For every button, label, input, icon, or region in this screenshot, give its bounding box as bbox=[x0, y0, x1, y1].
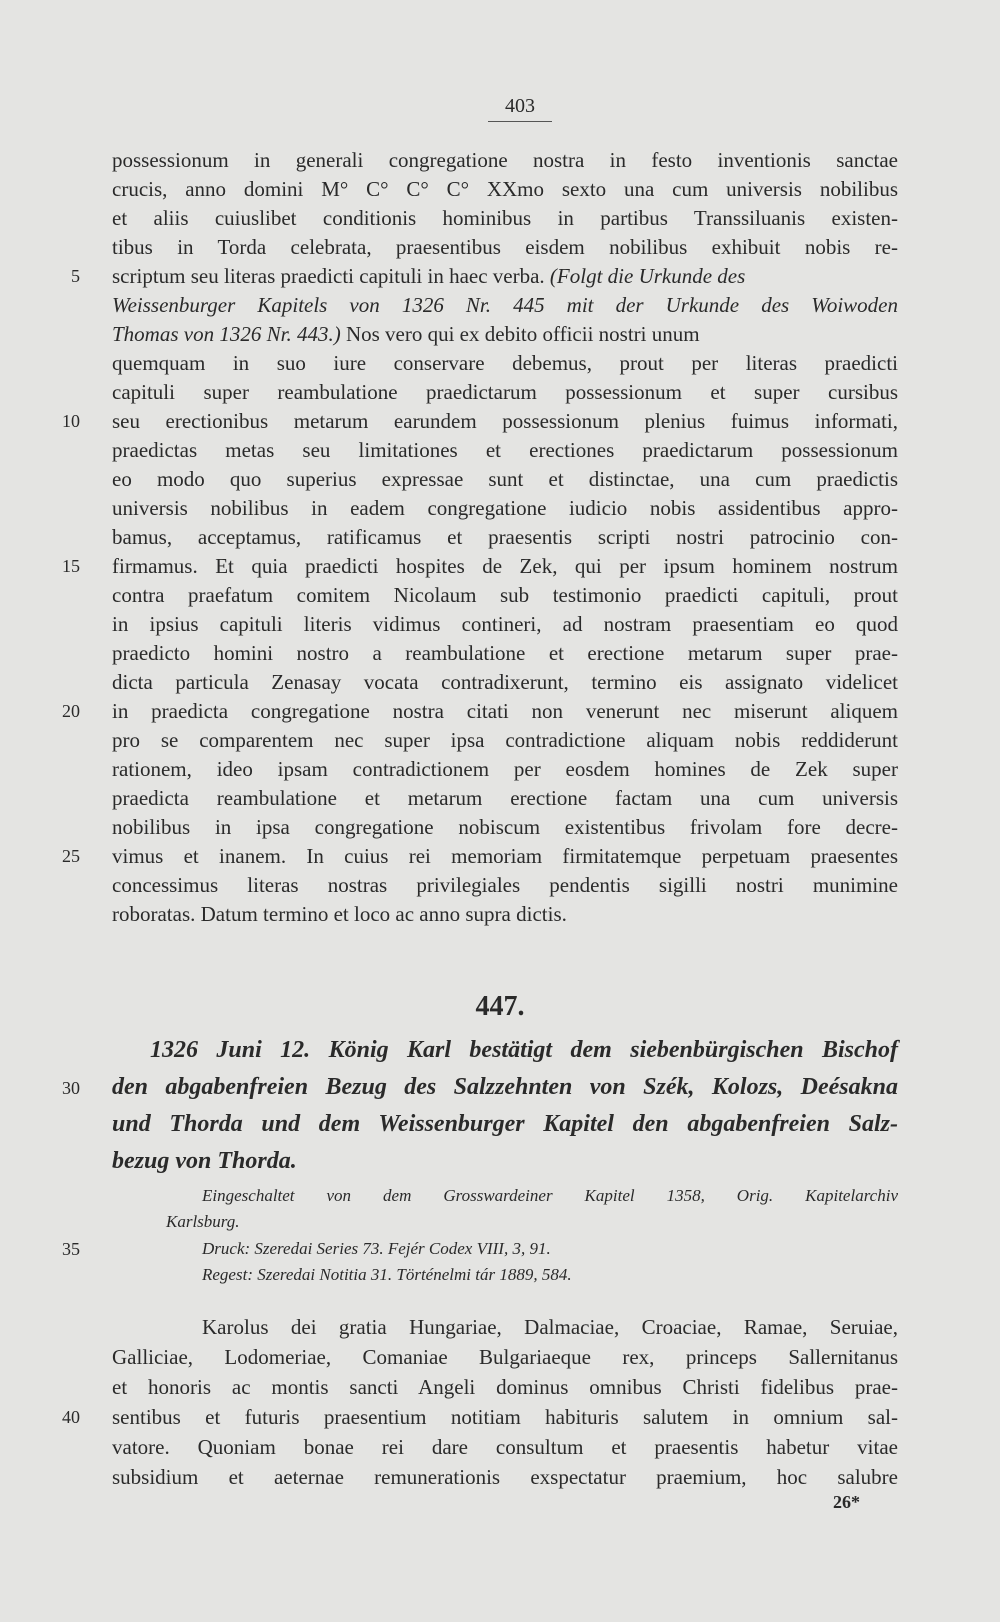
text-line: in ipsius capituli literis vidimus contineri, ad nostram praesentiam eo quod bbox=[112, 612, 898, 636]
text-line: vimus et inanem. In cuius rei memoriam firmitatemque perpetuam praesentes bbox=[112, 844, 898, 868]
line-number: 20 bbox=[62, 701, 80, 721]
text-line: praedicto homini nostro a reambulatione et erectione metarum super prae- bbox=[112, 641, 898, 665]
line-number: 5 bbox=[71, 266, 80, 286]
text-line: Galliciae, Lodomeriae, Comaniae Bulgariaeque rex, princeps Sallernitanus bbox=[112, 1345, 898, 1369]
text-line: contra praefatum comitem Nicolaum sub testimonio praedicti capituli, prout bbox=[112, 583, 898, 607]
text-line: in praedicta congregatione nostra citati non venerunt nec miserunt aliquem bbox=[112, 699, 898, 723]
text-line: concessimus literas nostras privilegiales pendentis sigilli nostri munimine bbox=[112, 873, 898, 897]
text-line: praedictas metas seu limitationes et erectiones praedictarum possessionum bbox=[112, 438, 898, 462]
title-line: 1326 Juni 12. König Karl bestätigt dem siebenbürgischen Bischof bbox=[150, 1037, 898, 1063]
text-line: quemquam in suo iure conservare debemus, prout per literas praedicti bbox=[112, 351, 898, 375]
line-number: 15 bbox=[62, 556, 80, 576]
text-line: pro se comparentem nec super ipsa contradictione aliquam nobis reddiderunt bbox=[112, 728, 898, 752]
text-span: Nos vero qui ex debito officii nostri unum bbox=[345, 322, 700, 346]
editorial-note: (Folgt die Urkunde des bbox=[549, 264, 746, 288]
line-number: 40 bbox=[62, 1407, 80, 1427]
line-number: 30 bbox=[62, 1078, 80, 1098]
document-number: 447. bbox=[475, 991, 525, 1022]
line-number: 35 bbox=[62, 1239, 80, 1259]
editorial-note-line: Weissenburger Kapitels von 1326 Nr. 445 mit der Urkunde des Woiwoden bbox=[112, 293, 898, 317]
text-line: bamus, acceptamus, ratificamus et praesentis scripti nostri patrocinio con- bbox=[112, 525, 898, 549]
text-line bbox=[112, 261, 898, 291]
text-line: rationem, ideo ipsam contradictionem per eosdem homines de Zek super bbox=[112, 757, 898, 781]
source-line: Karlsburg. bbox=[166, 1212, 240, 1231]
text-line bbox=[112, 319, 898, 349]
source-line: Druck: Szeredai Series 73. Fejér Codex VIII, 3, 91. bbox=[202, 1239, 551, 1258]
printer-signature: 26* bbox=[833, 1492, 860, 1512]
text-span: scriptum seu literas praedicti capituli in haec verba. bbox=[112, 264, 545, 288]
text-line: roboratas. Datum termino et loco ac anno supra dictis. bbox=[112, 902, 567, 926]
text-line: eo modo quo superius expressae sunt et distinctae, una cum praedictis bbox=[112, 467, 898, 491]
text-line: dicta particula Zenasay vocata contradixerunt, termino eis assignato videlicet bbox=[112, 670, 898, 694]
text-line: universis nobilibus in eadem congregatione iudicio nobis assidentibus appro- bbox=[112, 496, 898, 520]
page-number: 403 bbox=[505, 95, 535, 117]
text-line: possessionum in generali congregatione nostra in festo inventionis sanctae bbox=[112, 148, 898, 172]
source-line: Eingeschaltet von dem Grosswardeiner Kapitel 1358, Orig. Kapitelarchiv bbox=[202, 1186, 898, 1205]
text-line: crucis, anno domini M° C° C° C° XXmo sexto una cum universis nobilibus bbox=[112, 177, 898, 201]
text-line: capituli super reambulatione praedictarum possessionum et super cursibus bbox=[112, 380, 898, 404]
text-line: nobilibus in ipsa congregatione nobiscum existentibus frivolam fore decre- bbox=[112, 815, 898, 839]
line-number: 10 bbox=[62, 411, 80, 431]
text-line: sentibus et futuris praesentium notitiam habituris salutem in omnium sal- bbox=[112, 1405, 898, 1429]
text-line: vatore. Quoniam bonae rei dare consultum et praesentis habetur vitae bbox=[112, 1435, 898, 1459]
source-line: Regest: Szeredai Notitia 31. Történelmi tár 1889, 584. bbox=[202, 1265, 572, 1284]
text-line: Karolus dei gratia Hungariae, Dalmaciae, Croaciae, Ramae, Seruiae, bbox=[202, 1315, 898, 1339]
text-line: et honoris ac montis sancti Angeli dominus omnibus Christi fidelibus prae- bbox=[112, 1375, 898, 1399]
text-line: praedicta reambulatione et metarum erectione factam una cum universis bbox=[112, 786, 898, 810]
title-line: und Thorda und dem Weissenburger Kapitel den abgabenfreien Salz- bbox=[112, 1111, 898, 1137]
text-line: firmamus. Et quia praedicti hospites de Zek, qui per ipsum hominem nostrum bbox=[112, 554, 898, 578]
text-line: seu erectionibus metarum earundem possessionum plenius fuimus informati, bbox=[112, 409, 898, 433]
line-number: 25 bbox=[62, 846, 80, 866]
text-line: subsidium et aeternae remunerationis exspectatur praemium, hoc salubre bbox=[112, 1465, 898, 1489]
page-number-rule bbox=[488, 121, 552, 122]
title-line: bezug von Thorda. bbox=[112, 1148, 297, 1174]
title-line: den abgabenfreien Bezug des Salzzehnten von Szék, Kolozs, Deésakna bbox=[112, 1074, 898, 1100]
editorial-note: Thomas von 1326 Nr. 443.) bbox=[112, 322, 341, 346]
text-line: et aliis cuiuslibet conditionis hominibus in partibus Transsiluanis existen- bbox=[112, 206, 898, 230]
text-line: tibus in Torda celebrata, praesentibus eisdem nobilibus exhibuit nobis re- bbox=[112, 235, 898, 259]
